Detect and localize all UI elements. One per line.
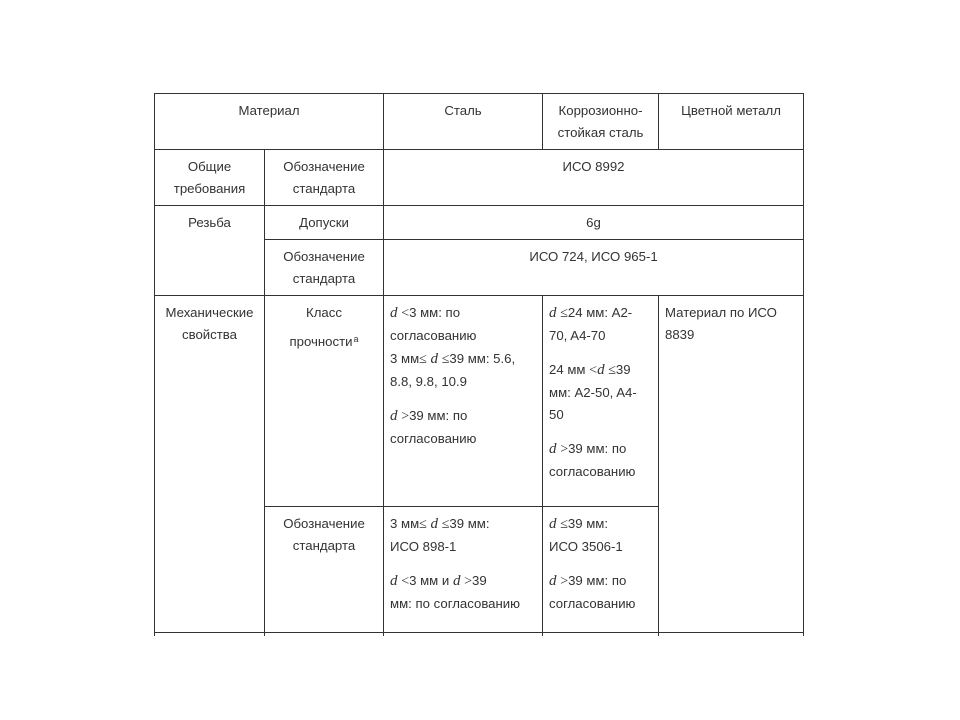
header-row bbox=[155, 94, 804, 150]
thread-tolerance-value: 6g bbox=[384, 206, 804, 240]
continuation-row bbox=[155, 633, 804, 636]
footnote-marker: a bbox=[353, 334, 359, 344]
header-nonferrous-metal: Цветной металл bbox=[659, 94, 804, 150]
mechanical-standard-label: Обозначение стандарта bbox=[265, 507, 384, 633]
continuation-cell bbox=[384, 633, 543, 636]
thread-standard-value: ИСО 724, ИСО 965-1 bbox=[384, 240, 804, 296]
general-requirements-row bbox=[155, 150, 804, 206]
header-steel: Сталь bbox=[384, 94, 543, 150]
stainless-standard: d ≤39 мм: ИСО 3506-1 d >39 мм: по согласованию bbox=[543, 507, 659, 633]
general-standard-label: Обозначение стандарта bbox=[265, 150, 384, 206]
requirements-table bbox=[154, 93, 804, 636]
general-requirements-label: Общие требования bbox=[155, 150, 265, 206]
strength-class-row bbox=[155, 296, 804, 507]
continuation-cell bbox=[155, 633, 265, 636]
thread-standard-label: Обозначение стандарта bbox=[265, 240, 384, 296]
continuation-cell bbox=[543, 633, 659, 636]
stainless-strength-class: d ≤24 мм: A2- 70, A4-70 24 мм <d ≤39 мм: A2-50, A4- 50 d >39 мм: по согласованию bbox=[543, 296, 659, 507]
steel-standard: 3 мм≤ d ≤39 мм: ИСО 898-1 d <3 мм и d >39 мм: по согласованию bbox=[384, 507, 543, 633]
strength-class-label: Класс прочности$^a$ bbox=[265, 296, 384, 507]
thread-tolerance-row bbox=[155, 206, 804, 240]
mechanical-properties-label: Механические свойства bbox=[155, 296, 265, 633]
thread-tolerance-label: Допуски bbox=[265, 206, 384, 240]
header-stainless-steel: Коррозионно- стойкая сталь bbox=[543, 94, 659, 150]
nonferrous-strength-class: Материал по ИСО 8839 bbox=[659, 296, 804, 633]
header-material: Материал bbox=[155, 94, 384, 150]
steel-strength-class: d <3 мм: по согласованию 3 мм≤ d ≤39 мм: 5.6, 8.8, 9.8, 10.9 d >39 мм: по согласованию bbox=[384, 296, 543, 507]
continuation-cell bbox=[265, 633, 384, 636]
general-standard-value: ИСО 8992 bbox=[384, 150, 804, 206]
thread-label: Резьба bbox=[155, 206, 265, 296]
continuation-cell bbox=[659, 633, 804, 636]
